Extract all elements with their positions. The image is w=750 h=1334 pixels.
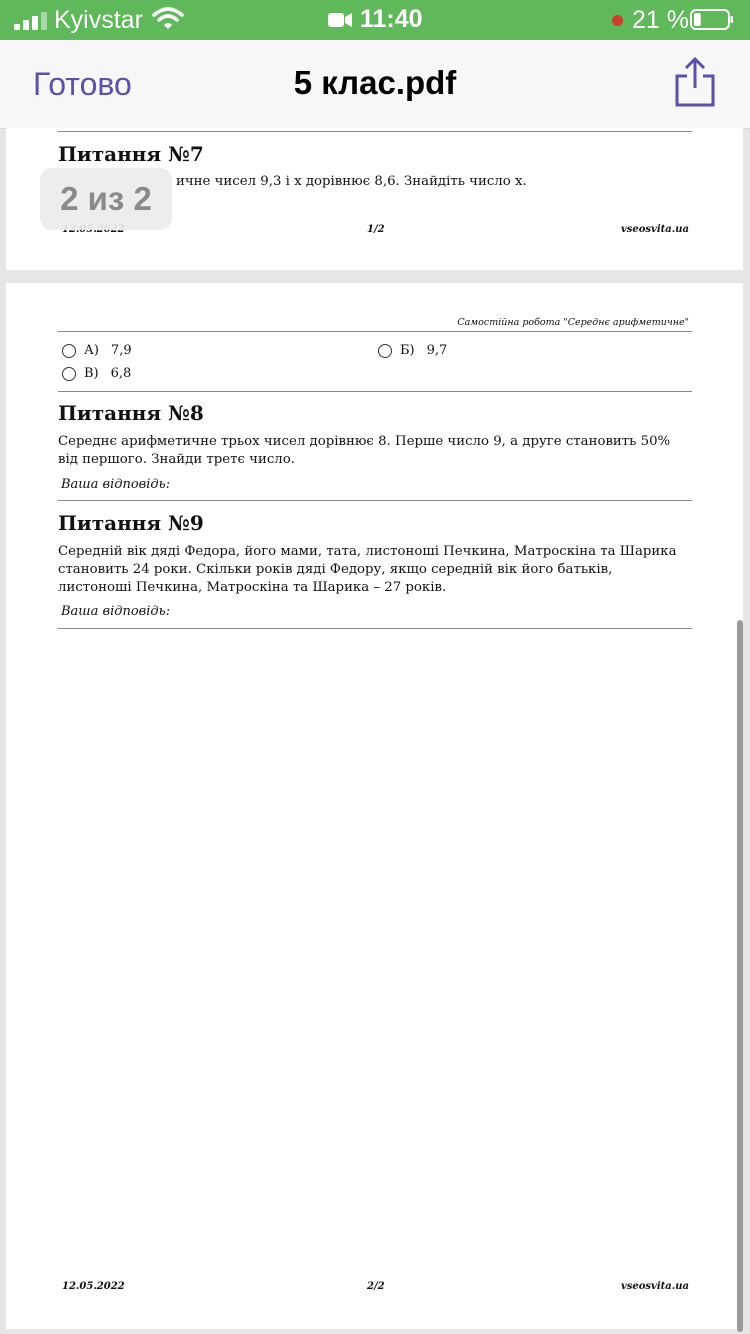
- option-c[interactable]: В) 6,8: [62, 366, 131, 381]
- radio-button-icon[interactable]: [62, 344, 76, 358]
- battery-icon: [690, 9, 734, 30]
- footer-site: vseosvita.ua: [620, 224, 689, 235]
- divider: [58, 500, 692, 501]
- radio-button-icon[interactable]: [378, 344, 392, 358]
- footer-page-number: 2/2: [367, 1281, 385, 1292]
- question-7-text: ичне чисел 9,3 і х дорівнює 8,6. Знайдіть число х.: [176, 174, 527, 189]
- document-title: 5 клас.pdf: [293, 64, 457, 101]
- question-9-text: Середній вік дяді Федора, його мами, тата, листоноші Печкина, Матроскіна та Шарика становить 24 роки. Скільки років дяді Федору, якщо середній вік його батьків, листоноші Печкина, Матроскіна та Шарика – 27 років.: [58, 544, 677, 595]
- recording-indicator: [612, 15, 623, 26]
- question-8-title: Питання №8: [58, 401, 204, 425]
- question-8-answer-label: Ваша відповідь:: [61, 477, 171, 492]
- done-button[interactable]: Готово: [33, 66, 132, 102]
- question-8-text: Середнє арифметичне трьох чисел дорівнює 8. Перше число 9, а друге становить 50% від першого. Знайди третє число.: [58, 434, 671, 467]
- status-bar: [0, 0, 750, 40]
- wifi-icon: [152, 7, 184, 31]
- divider: [58, 331, 692, 332]
- divider: [58, 131, 692, 132]
- footer-site: vseosvita.ua: [620, 1281, 689, 1292]
- divider: [58, 628, 692, 629]
- video-camera-icon: [328, 12, 352, 28]
- radio-button-icon[interactable]: [62, 367, 76, 381]
- page-header: Самостійна робота "Середнє арифметичне": [457, 317, 689, 328]
- navigation-bar: [0, 40, 750, 129]
- scrollbar[interactable]: [737, 620, 743, 1332]
- page-indicator: 2 из 2: [40, 168, 172, 230]
- clock: 11:40: [360, 5, 423, 33]
- battery-percent: 21 %: [632, 6, 689, 34]
- option-b[interactable]: Б) 9,7: [378, 343, 447, 358]
- question-9-title: Питання №9: [58, 511, 204, 535]
- share-icon[interactable]: [674, 56, 716, 108]
- divider: [58, 391, 692, 392]
- carrier-name: Kyivstar: [54, 6, 143, 34]
- question-9-answer-label: Ваша відповідь:: [61, 604, 171, 619]
- question-7-title: Питання №7: [58, 142, 204, 166]
- footer-date: 12.05.2022: [62, 1281, 125, 1292]
- pdf-page-2: [6, 283, 743, 1329]
- footer-page-number: 1/2: [367, 224, 385, 235]
- option-a[interactable]: А) 7,9: [62, 343, 132, 358]
- cellular-signal-icon: [14, 12, 48, 30]
